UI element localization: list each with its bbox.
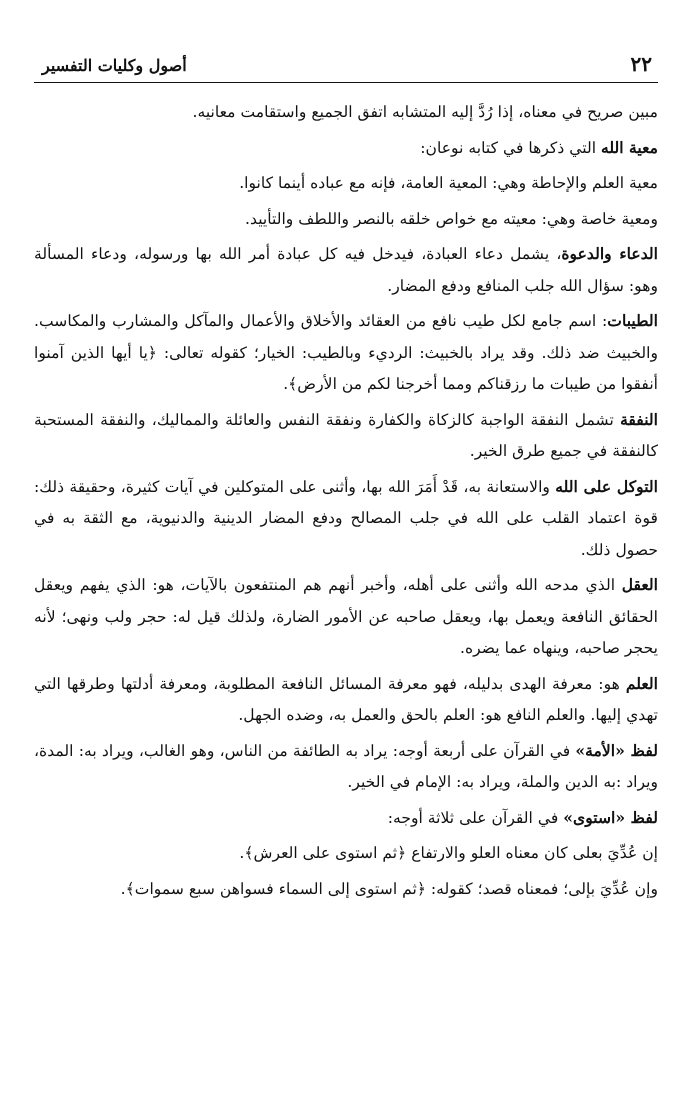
paragraph-term: لفظ «استوى» (563, 807, 658, 827)
paragraph-text: والاستعانة به، قَدْ أَمَرَ الله بها، وأثنى على المتوكلين في آيات كثيرة، وحقيقة ذلك: قوة اعتماد القلب على الله في جلب المصالح ودفع المضار الدينية والدنيوية، مع الثقة به في حصول ذلك. (34, 477, 658, 559)
paragraph-10 (34, 668, 658, 732)
paragraph-text: وإن عُدِّيَ بإلى؛ فمعناه قصد؛ كقوله: ﴿ثم استوى إلى السماء فسواهن سبع سموات﴾. (120, 879, 658, 898)
paragraph-12 (34, 802, 658, 835)
paragraph-9 (34, 569, 658, 665)
paragraph-term: الدعاء والدعوة (561, 244, 658, 263)
paragraph-term: العلم (625, 673, 658, 693)
page-number: ٢٢ (630, 52, 652, 76)
paragraph-11 (34, 735, 658, 799)
paragraph-3 (34, 167, 658, 200)
paragraph-14 (34, 873, 658, 906)
paragraph-term: التوكل على الله (555, 476, 658, 496)
paragraph-text: إن عُدِّيَ بعلى كان معناه العلو والارتفاع ﴿ثم استوى على العرش﴾. (239, 844, 658, 862)
paragraph-term: النفقة (620, 409, 658, 429)
paragraph-term: لفظ «الأمة» (575, 740, 658, 760)
paragraph-1 (34, 96, 658, 129)
paragraph-13 (34, 837, 658, 870)
paragraph-term: معية الله (601, 137, 658, 157)
paragraph-8 (34, 471, 658, 567)
page-header (34, 52, 658, 83)
paragraph-4 (34, 203, 658, 236)
paragraph-text: : اسم جامع لكل طيب نافع من العقائد والأخلاق والأعمال والمآكل والمشارب والمكاسب. والخبيث ضد ذلك. وقد يراد بالخبيث: الرديء وبالطيب: الخيار؛ كقوله تعالى: ﴿يا أيها الذين آمنوا أنفقوا من طيبات ما رزقناكم ومما أخرجنا لكم من الأرض﴾. (34, 312, 658, 393)
paragraph-text: هو: معرفة الهدى بدليله، فهو معرفة المسائل النافعة المطلوبة، ومعرفة أدلتها وطرقها التي تهدي إليها. والعلم النافع هو: العلم بالحق والعمل به، وضده الجهل. (34, 674, 658, 724)
paragraph-text: معية العلم والإحاطة وهي: المعية العامة، فإنه مع عباده أينما كانوا. (239, 174, 658, 192)
paragraph-7 (34, 404, 658, 468)
paragraph-text: تشمل النفقة الواجبة كالزكاة والكفارة ونفقة النفس والعائلة والمماليك، والنفقة المستحبة كالنفقة في جميع طرق الخير. (34, 410, 658, 460)
paragraph-6 (34, 305, 658, 401)
paragraph-5 (34, 238, 658, 302)
paragraph-term: الطيبات (607, 311, 658, 330)
paragraph-text: ، يشمل دعاء العبادة، فيدخل فيه كل عبادة أمر الله بها ورسوله، ودعاء المسألة وهو: سؤال الله جلب المنافع ودفع المضار. (34, 245, 658, 295)
paragraph-text: الذي مدحه الله وأثنى على أهله، وأخبر أنهم هم المنتفعون بالآيات، هو: الذي يفهم ويعقل الحقائق النافعة ويعمل بها، ويعقل صاحبه عن الأمور الضارة، ولذلك قيل له: حجر ولب ونهى؛ لأنه يحجر صاحبه، وينهاه عما يضره. (34, 576, 658, 657)
paragraph-text: ومعية خاصة وهي: معيته مع خواص خلقه بالنصر واللطف والتأييد. (245, 209, 658, 228)
paragraph-term: العقل (621, 575, 658, 594)
paragraph-2 (34, 132, 658, 165)
paragraph-text: في القرآن على ثلاثة أوجه: (387, 808, 564, 827)
paragraph-text: التي ذكرها في كتابه نوعان: (420, 138, 602, 157)
paragraph-text: مبين صريح في معناه، إذا رُدَّ إليه المتشابه اتفق الجميع واستقامت معانيه. (192, 103, 658, 121)
running-title: أصول وكليات التفسير (42, 56, 187, 75)
page-body (34, 96, 658, 908)
paragraph-text: في القرآن على أربعة أوجه: يراد به الطائفة من الناس، وهو الغالب، ويراد به: المدة، ويراد :به الدين والملة، ويراد به: الإمام في الخير. (34, 741, 658, 791)
